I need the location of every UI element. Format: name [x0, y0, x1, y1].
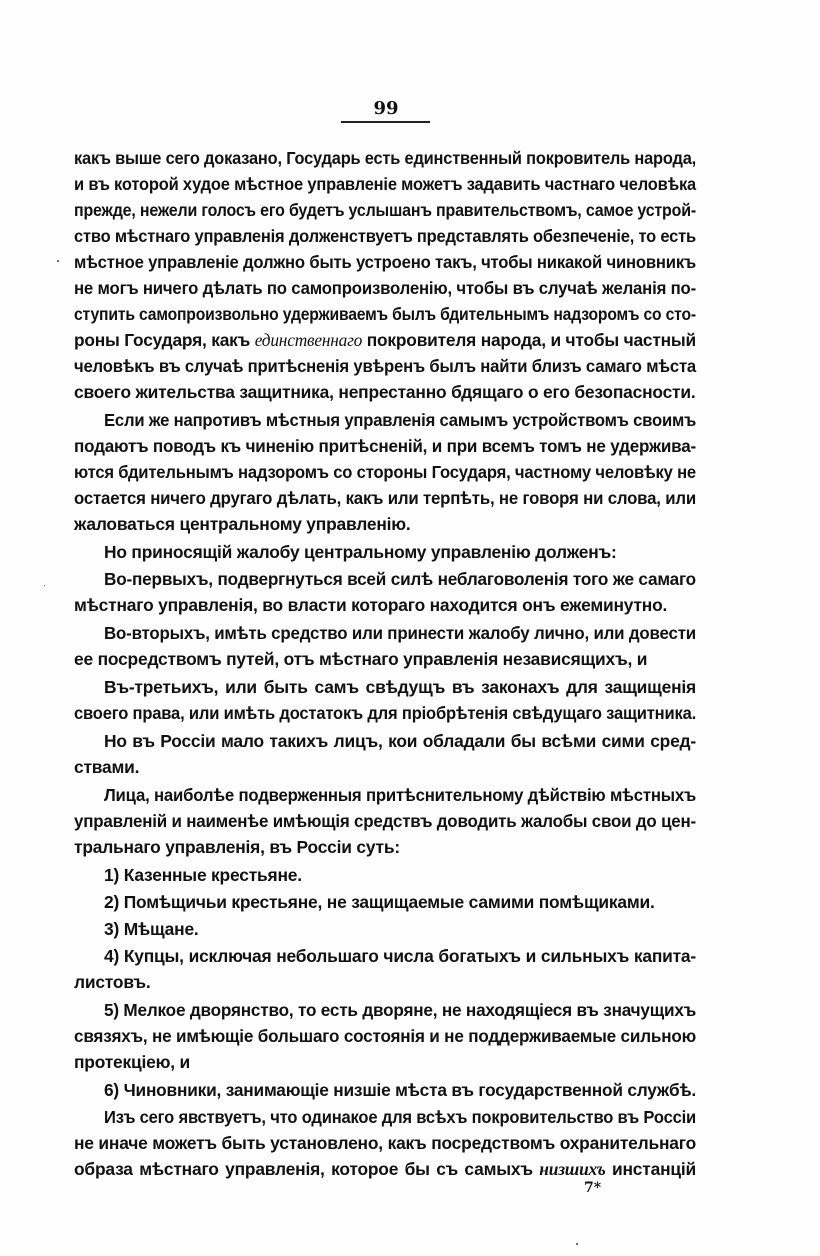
text-line: не могъ ничего дѣлать по самопроизволенію, чтобы въ случаѣ желанія по-: [74, 278, 697, 298]
paragraph-start: Во-первыхъ, подвергнуться всей силѣ неблаговоленія того же самаго: [104, 569, 696, 589]
text-line: [74, 327, 696, 353]
page-number: 99: [373, 98, 399, 119]
list-item: 4) Купцы, исключая небольшаго числа богатыхъ и сильныхъ капита-: [104, 946, 696, 966]
text-line: [74, 1156, 696, 1182]
text-line: управленій и наименѣе имѣющія средствъ доводить жалобы свои до цен-: [74, 811, 697, 831]
text-line: ются бдительнымъ надзоромъ со стороны Государя, частному человѣку не: [74, 462, 696, 482]
paragraph-start: Изъ сего явствуетъ, что одинакое для всѣхъ покровительство въ Россіи: [104, 1107, 697, 1127]
header-rule: [341, 121, 430, 123]
text-line: ство мѣстнаго управленія долженствуетъ представлять обезпеченіе, то есть: [74, 226, 696, 246]
margin-dot: [44, 585, 45, 586]
list-item: 1) Казенные крестьяне.: [104, 865, 302, 885]
list-item: 5) Мелкое дворянство, то есть дворяне, не находящіеся въ значущихъ: [104, 1000, 697, 1020]
text-line: связяхъ, не имѣющіе большаго состоянія и не поддерживаемые сильною: [74, 1026, 697, 1046]
italic-emphasis: единственнаго: [254, 330, 363, 350]
text-line: ступить самопроизвольно удерживаемъ былъ бдительнымъ надзоромъ со сто-: [74, 304, 696, 324]
text-line: человѣкъ въ случаѣ притѣсненія увѣренъ былъ найти близъ самаго мѣста: [74, 356, 697, 376]
paragraph-start: Если же напротивъ мѣстныя управленія самымъ устройствомъ своимъ: [104, 410, 697, 430]
list-item: 6) Чиновники, занимающіе низшіе мѣста въ государственной службѣ.: [104, 1080, 697, 1100]
margin-dot: [57, 260, 59, 262]
text-line: своего жительства защитника, непрестанно бдящаго о его безопасности.: [74, 382, 696, 402]
text-segment: образа мѣстнаго управленія, которое бы съ самыхъ: [74, 1159, 540, 1179]
list-item: 3) Мѣщане.: [104, 919, 199, 939]
paragraph-start: Но въ Россіи мало такихъ лицъ, кои обладали бы всѣми сими сред-: [104, 731, 696, 751]
text-segment: роны Государя, какъ: [74, 330, 255, 350]
signature-mark: 7*: [584, 1180, 602, 1196]
text-line: листовъ.: [74, 972, 151, 992]
text-line: не иначе можетъ быть установлено, какъ посредствомъ охранительнаго: [74, 1133, 696, 1153]
paragraph-start: Но приносящій жалобу центральному управленію долженъ:: [104, 542, 617, 562]
text-line: мѣстнаго управленія, во власти котораго находится онъ ежеминутно.: [74, 595, 668, 615]
text-line: остается ничего другаго дѣлать, какъ или терпѣть, не говоря ни слова, или: [74, 488, 696, 508]
text-line: какъ выше сего доказано, Государь есть единственный покровитель народа,: [74, 148, 697, 168]
text-line: ствами.: [74, 757, 140, 777]
text-segment: покровителя народа, и чтобы частный: [362, 330, 696, 350]
margin-dot: [576, 1243, 578, 1245]
text-line: жаловаться центральному управленію.: [74, 514, 411, 534]
text-line: ее посредствомъ путей, отъ мѣстнаго управленія независящихъ, и: [74, 649, 648, 669]
paragraph-start: Въ-третьихъ, или быть самъ свѣдущъ въ законахъ для защищенія: [104, 677, 696, 697]
text-line: подаютъ поводъ къ чиненію притѣсненій, и при всемъ томъ не удержива-: [74, 436, 697, 456]
italic-emphasis: низшихъ: [539, 1159, 606, 1179]
text-segment: инстанцій: [605, 1159, 696, 1179]
paragraph-start: Лица, наиболѣе подверженныя притѣснительному дѣйствію мѣстныхъ: [104, 785, 697, 805]
text-line: прежде, нежели голосъ его будетъ услышанъ правительствомъ, самое устрой-: [74, 200, 697, 220]
text-line: тральнаго управленія, въ Россіи суть:: [74, 837, 400, 857]
text-line: протекціею, и: [74, 1052, 191, 1072]
text-line: и въ которой худое мѣстное управленіе можетъ задавить частнаго человѣка: [74, 174, 697, 194]
text-line: мѣстное управленіе должно быть устроено такъ, чтобы никакой чиновникъ: [74, 252, 696, 272]
paragraph-start: Во-вторыхъ, имѣть средство или принести жалобу лично, или довести: [104, 623, 696, 643]
text-line: своего права, или имѣть достатокъ для пріобрѣтенія свѣдущаго защитника.: [74, 703, 696, 723]
list-item: 2) Помѣщичьи крестьяне, не защищаемые самими помѣщиками.: [104, 892, 655, 912]
